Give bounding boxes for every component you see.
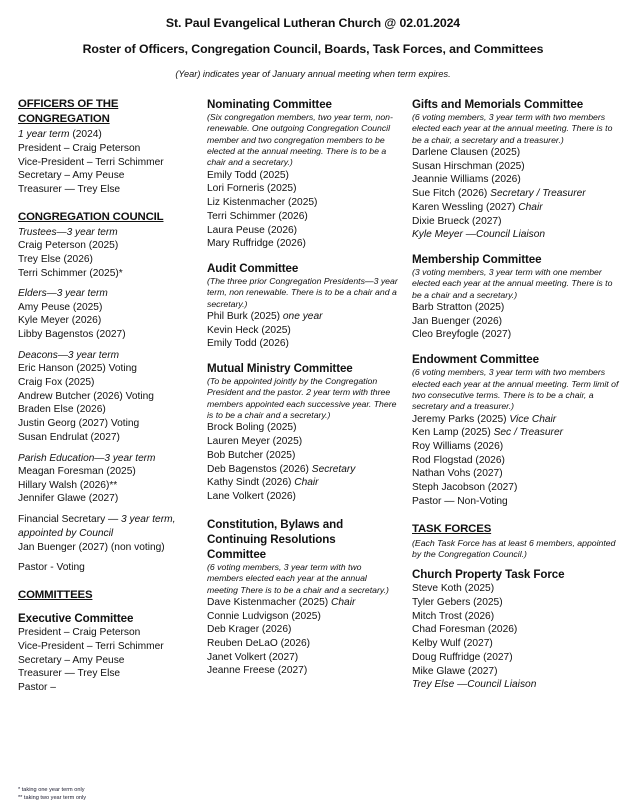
year-legend-note: (Year) indicates year of January annual meeting when term expires. xyxy=(175,68,451,79)
list-item: Craig Fox (2025) xyxy=(18,377,95,389)
member-name: Lane Volkert (2026) xyxy=(207,491,296,502)
member-name: Kathy Sindt (2026) xyxy=(207,477,295,489)
member-role: one year xyxy=(282,310,323,322)
member-name: Deb Bagenstos (2026) xyxy=(207,463,312,475)
mutual-ministry-committee-title: Mutual Ministry Committee xyxy=(207,362,353,376)
list-item: Hillary Walsh (2026)** xyxy=(18,479,118,491)
list-item: Cleo Breyfogle (2027) xyxy=(412,329,512,341)
nominating-committee-note: (Six congregation members, two year term, non-renewable. One outgoing Congregation Council member and two congregation members to be elected at the annual meeting. There is to be a chair and a secretary.) xyxy=(207,112,393,168)
list-item: Braden Else (2026) xyxy=(18,404,106,416)
member-name: Jeannie Williams (2026) xyxy=(412,174,521,186)
list-item: President – Craig Peterson xyxy=(18,627,141,639)
column-nominating-audit xyxy=(200,97,405,678)
list-item: Libby Bagenstos (2027) xyxy=(18,329,126,341)
list-item xyxy=(412,413,622,427)
list-item xyxy=(412,146,622,160)
section-nominating-committee xyxy=(207,97,399,251)
task-forces-heading: TASK FORCES xyxy=(412,522,492,535)
member-name: Roy Williams (2026) xyxy=(412,440,504,452)
list-item xyxy=(207,596,399,610)
spacer xyxy=(207,504,399,517)
member-name: Pastor — Non-Voting xyxy=(412,495,508,507)
audit-committee-note: (The three prior Congregation Presidents—3 year term, non renewable. There is to be a chair and a secretary.) xyxy=(207,276,398,309)
executive-committee-title: Executive Committee xyxy=(18,612,134,626)
member-role: Sec / Treasurer xyxy=(493,427,564,439)
spacer xyxy=(412,242,622,252)
spacer xyxy=(18,575,196,585)
footnote-one-star: * taking one year term only xyxy=(18,786,85,793)
list-item xyxy=(207,664,399,678)
mutual-ministry-committee-note: (To be appointed jointly by the Congregation President and the pastor. 2 year term with three members appointed each successive year. There is to be a chair and a secretary.) xyxy=(207,376,397,421)
church-property-task-force-title: Church Property Task Force xyxy=(412,568,565,582)
spacer xyxy=(18,342,196,349)
member-name: Rod Flogstad (2026) xyxy=(412,454,505,466)
list-item: Tyler Gebers (2025) xyxy=(412,596,503,608)
member-role: Secretary xyxy=(311,463,356,475)
officers-term-label: 1 year term xyxy=(18,129,70,141)
list-item: Steve Koth (2025) xyxy=(412,583,495,595)
spacer xyxy=(207,251,399,261)
spacer xyxy=(412,342,622,352)
endowment-committee-note: (6 voting members, 3 year term with two members elected each year at the annual meeting. Term limit of two consecutive terms. There is to be a chair, a secretary and a treasurer.) xyxy=(412,367,619,412)
list-item: Pastor – xyxy=(18,682,56,694)
spacer xyxy=(18,445,196,452)
page-subtitle-heading: Roster of Officers, Congregation Council, Boards, Task Forces, and Committees xyxy=(82,42,544,57)
list-item xyxy=(207,435,399,449)
column-officers-council xyxy=(0,97,200,695)
list-item: Jan Buenger (2027) (non voting) xyxy=(18,541,165,553)
list-item xyxy=(412,495,622,509)
member-name: Brock Boling (2025) xyxy=(207,422,297,434)
list-item: President – Craig Peterson xyxy=(18,142,141,154)
page-title: St. Paul Evangelical Lutheran Church @ 02.01.2024 xyxy=(165,16,461,30)
spacer xyxy=(18,604,196,611)
list-item: Barb Stratton (2025) xyxy=(412,302,505,314)
membership-committee-title: Membership Committee xyxy=(412,253,542,267)
section-task-forces xyxy=(412,519,622,692)
list-item xyxy=(412,160,622,174)
list-item: Treasurer — Trey Else xyxy=(18,668,121,680)
list-item: Chad Foresman (2026) xyxy=(412,624,518,636)
list-item: Treasurer — Trey Else xyxy=(18,183,121,195)
list-item: Vice-President – Terri Schimmer xyxy=(18,156,164,168)
document-header xyxy=(10,16,616,80)
list-item xyxy=(207,610,399,624)
list-item xyxy=(412,187,622,201)
section-audit-committee xyxy=(207,261,399,351)
member-name: Karen Wessling (2027) xyxy=(412,201,519,213)
elders-label: Elders—3 year term xyxy=(18,288,108,300)
list-item xyxy=(207,463,399,477)
member-name: Ken Lamp (2025) xyxy=(412,427,494,439)
spacer xyxy=(18,506,196,513)
footnote-two-star: ** taking two year term only xyxy=(18,795,87,802)
list-item xyxy=(207,449,399,463)
member-role: Chair xyxy=(331,596,356,608)
section-membership-committee xyxy=(412,252,622,342)
member-name: Jeanne Freese (2027) xyxy=(207,665,308,677)
list-item: Vice-President – Terri Schimmer xyxy=(18,640,164,652)
list-item: Laura Peuse (2026) xyxy=(207,224,298,236)
nominating-committee-title: Nominating Committee xyxy=(207,98,332,111)
list-item xyxy=(412,173,622,187)
list-item xyxy=(207,324,399,338)
list-item: Kelby Wulf (2027) xyxy=(412,638,493,650)
financial-secretary-appointed-by: appointed by Council xyxy=(18,527,114,539)
list-item xyxy=(412,215,622,229)
membership-committee-note: (3 voting members, 3 year term with one member elected each year at the annual meeting. There is to be a chair and a secretary.) xyxy=(412,267,613,300)
section-congregation-council xyxy=(18,207,196,575)
officers-heading: OFFICERS OF THE CONGREGATION xyxy=(18,98,119,126)
member-name: Janet Volkert (2027) xyxy=(207,651,299,663)
gifts-memorials-committee-note: (6 voting members, 3 year term with two members elected each year at the annual meeting. There is to be a chair, a secretary and a treasurer.) xyxy=(412,112,613,145)
list-item xyxy=(207,421,399,435)
constitution-committee-note: (6 voting members, 3 year term with two members elected each year at the annual meeting There is to be a chair and a secretary.) xyxy=(207,561,389,595)
member-name: Susan Hirschman (2025) xyxy=(412,160,525,172)
list-item xyxy=(412,440,622,454)
list-item xyxy=(412,201,622,215)
gifts-memorials-committee-title: Gifts and Memorials Committee xyxy=(412,98,584,111)
list-item: Kyle Meyer (2026) xyxy=(18,315,102,327)
member-role: Secretary / Treasurer xyxy=(490,188,586,200)
list-item: Susan Endrulat (2027) xyxy=(18,431,120,443)
spacer xyxy=(412,560,622,567)
member-name: Steph Jacobson (2027) xyxy=(412,482,518,494)
list-item: Amy Peuse (2025) xyxy=(18,301,103,313)
member-name: Emily Todd (2026) xyxy=(207,338,289,350)
deacons-label: Deacons—3 year term xyxy=(18,349,119,361)
list-item: Liz Kistenmacher (2025) xyxy=(207,197,318,209)
list-item xyxy=(207,651,399,665)
spacer xyxy=(207,351,399,361)
constitution-committee-title-line1: Constitution, Bylaws and xyxy=(207,517,344,531)
member-name: Deb Krager (2026) xyxy=(207,624,292,636)
roster-columns xyxy=(0,97,626,810)
list-item xyxy=(412,467,622,481)
member-role: Chair xyxy=(518,201,543,213)
section-endowment-committee xyxy=(412,352,622,508)
committees-heading: COMMITTEES xyxy=(18,589,93,602)
list-item xyxy=(412,481,622,495)
member-role: Vice Chair xyxy=(509,413,557,425)
task-forces-note: (Each Task Force has at least 6 members, appointed by the Congregation Council.) xyxy=(412,537,616,559)
member-role: Chair xyxy=(294,477,319,489)
list-item xyxy=(412,426,622,440)
member-name: Connie Ludvigson (2025) xyxy=(207,610,321,622)
section-gifts-memorials-committee xyxy=(412,97,622,242)
list-item: Emily Todd (2025) xyxy=(207,169,289,181)
member-name: Dave Kistenmacher (2025) xyxy=(207,596,332,608)
constitution-committee-title-line2: Continuing Resolutions xyxy=(207,532,336,546)
financial-secretary-label xyxy=(18,513,196,527)
parish-education-label: Parish Education—3 year term xyxy=(18,452,156,464)
list-item: Terri Schimmer (2025)* xyxy=(18,267,123,279)
spacer xyxy=(18,197,196,207)
column-gifts-task-forces xyxy=(405,97,626,692)
section-committees xyxy=(18,585,196,695)
task-force-council-liaison: Trey Else —Council Liaison xyxy=(412,679,537,691)
list-item: Eric Hanson (2025) Voting xyxy=(18,363,137,375)
list-item xyxy=(207,476,399,490)
list-item xyxy=(207,337,399,351)
list-item xyxy=(207,490,399,504)
member-name: Reuben DeLaO (2026) xyxy=(207,638,311,649)
list-item: Terri Schimmer (2026) xyxy=(207,210,308,222)
member-name: Sue Fitch (2026) xyxy=(412,188,491,200)
endowment-committee-title: Endowment Committee xyxy=(412,353,539,367)
member-name: Bob Butcher (2025) xyxy=(207,449,296,461)
spacer xyxy=(18,554,196,561)
financial-secretary-label-plain: Financial Secretary — xyxy=(18,514,122,526)
spacer xyxy=(412,509,622,519)
list-item: Andrew Butcher (2026) Voting xyxy=(18,390,154,402)
footnotes xyxy=(18,786,86,803)
officers-term: 1 year term (2024) xyxy=(18,129,102,141)
member-name: Lauren Meyer (2025) xyxy=(207,436,303,448)
section-constitution-bylaws-committee xyxy=(207,517,399,678)
list-item: Secretary – Amy Peuse xyxy=(18,170,125,182)
list-item: Meagan Foresman (2025) xyxy=(18,466,136,478)
list-item: Jan Buenger (2026) xyxy=(412,315,503,327)
trustees-label: Trustees—3 year term xyxy=(18,226,118,238)
list-item: Secretary – Amy Peuse xyxy=(18,654,125,666)
list-item: Justin Georg (2027) Voting xyxy=(18,418,140,430)
member-name: Nathan Vohs (2027) xyxy=(412,468,503,480)
financial-secretary-term: 3 year term, xyxy=(121,514,176,526)
member-name: Darlene Clausen (2025) xyxy=(412,147,521,158)
list-item: Trey Else (2026) xyxy=(18,253,93,265)
audit-committee-title: Audit Committee xyxy=(207,261,299,275)
pastor-voting: Pastor - Voting xyxy=(18,562,85,574)
list-item: Craig Peterson (2025) xyxy=(18,240,119,252)
gifts-council-liaison: Kyle Meyer —Council Liaison xyxy=(412,229,546,241)
list-item: Doug Ruffridge (2027) xyxy=(412,651,513,663)
list-item xyxy=(207,310,399,324)
constitution-committee-title-line3: Committee xyxy=(207,547,267,561)
section-mutual-ministry-committee xyxy=(207,361,399,504)
council-heading: CONGREGATION COUNCIL xyxy=(18,210,164,223)
list-item: Lori Forneris (2025) xyxy=(207,183,297,195)
member-name: Jeremy Parks (2025) xyxy=(412,413,510,425)
list-item: Jennifer Glawe (2027) xyxy=(18,493,119,505)
member-name: Phil Burk (2025) xyxy=(207,310,283,322)
list-item: Mike Glawe (2027) xyxy=(412,665,498,677)
section-officers xyxy=(18,97,196,197)
list-item xyxy=(412,454,622,468)
member-name: Kevin Heck (2025) xyxy=(207,324,291,336)
spacer xyxy=(18,280,196,287)
list-item: Mary Ruffridge (2026) xyxy=(207,238,306,250)
list-item xyxy=(207,623,399,637)
member-name: Dixie Brueck (2027) xyxy=(412,215,502,227)
list-item: Mitch Trost (2026) xyxy=(412,610,495,622)
list-item xyxy=(207,637,399,651)
